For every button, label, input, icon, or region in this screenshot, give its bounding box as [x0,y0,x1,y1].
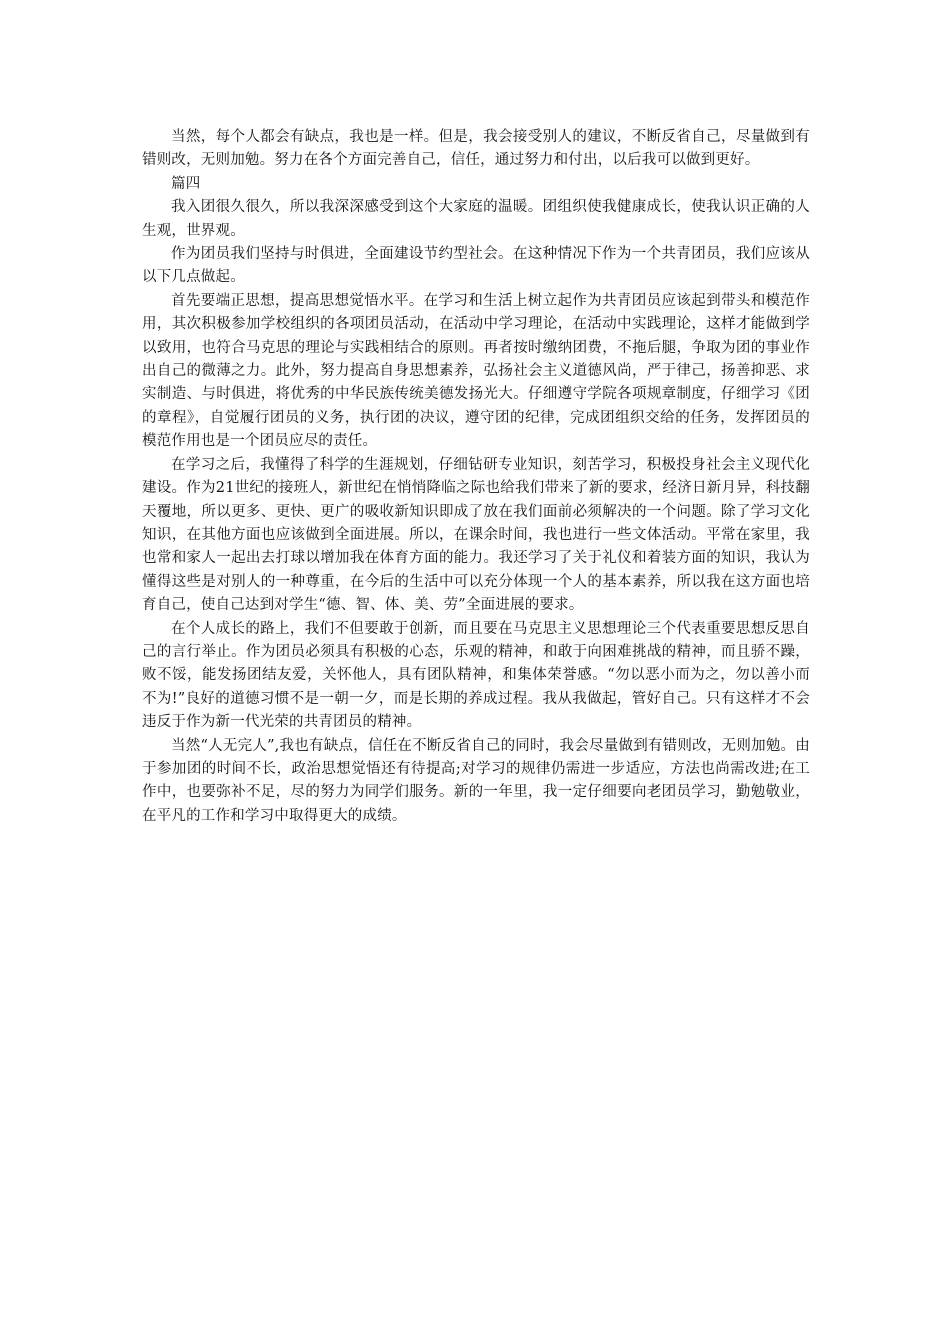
paragraph: 在学习之后，我懂得了科学的生涯规划，仔细钻研专业知识，刻苦学习，积极投身社会主义现代化建设。作为21世纪的接班人，新世纪在悄悄降临之际也给我们带来了新的要求，经济日新月异，科技翻天覆地，所以更多、更快、更广的吸收新知识即成了放在我们面前必须解决的一个问题。除了学习文化知识，在其他方面也应该做到全面进展。所以，在课余时间，我也进行一些文体活动。平常在家里，我也常和家人一起出去打球以增加我在体育方面的能力。我还学习了关于礼仪和着装方面的知识，我认为懂得这些是对别人的一种尊重，在今后的生活中可以充分体现一个人的基本素养，所以我在这方面也培育自己，使自己达到对学生“德、智、体、美、劳”全面进展的要求。 [142,456,810,614]
paragraph: 首先要端正思想，提高思想觉悟水平。在学习和生活上树立起作为共青团员应该起到带头和模范作用，其次积极参加学校组织的各项团员活动，在活动中学习理论，在活动中实践理论，这样才能做到学以致用，也符合马克思的理论与实践相结合的原则。再者按时缴纳团费，不拖后腿，争取为团的事业作出自己的微薄之力。此外，努力提高自身思想素养，弘扬社会主义道德风尚，严于律己，扬善抑恶、求实制造、与时俱进，将优秀的中华民族传统美德发扬光大。仔细遵守学院各项规章制度，仔细学习《团的章程》，自觉履行团员的义务，执行团的决议，遵守团的纪律，完成团组织交给的任务，发挥团员的模范作用也是一个团员应尽的责任。 [142,292,810,450]
paragraph: 当然，每个人都会有缺点，我也是一样。但是，我会接受别人的建议，不断反省自己，尽量做到有错则改，无则加勉。努力在各个方面完善自己，信任，通过努力和付出，以后我可以做到更好。 [142,129,810,169]
paragraph: 在个人成长的路上，我们不但要敢于创新，而且要在马克思主义思想理论三个代表重要思想反思自己的言行举止。作为团员必须具有积极的心态，乐观的精神，和敢于向困难挑战的精神，而且骄不躁，败不馁，能发扬团结友爱，关怀他人，具有团队精神，和集体荣誉感。“勿以恶小而为之，勿以善小而不为!”良好的道德习惯不是一朝一夕，而是长期的养成过程。我从我做起，管好自己。只有这样才不会违反于作为新一代光荣的共青团员的精神。 [142,620,810,731]
document-body [142,126,810,828]
paragraph: 我入团很久很久，所以我深深感受到这个大家庭的温暖。团组织使我健康成长，使我认识正确的人生观，世界观。 [142,199,810,239]
paragraph: 作为团员我们坚持与时俱进，全面建设节约型社会。在这种情况下作为一个共青团员，我们应该从以下几点做起。 [142,246,810,286]
paragraph: 当然“人无完人”,我也有缺点，信任在不断反省自己的同时，我会尽量做到有错则改，无则加勉。由于参加团的时间不长，政治思想觉悟还有待提高;对学习的规律仍需进一步适应，方法也尚需改进;在工作中，也要弥补不足，尽的努力为同学们服务。新的一年里，我一定仔细要向老团员学习，勤勉敬业，在平凡的工作和学习中取得更大的成绩。 [142,737,810,824]
section-heading: 篇四 [171,175,201,192]
